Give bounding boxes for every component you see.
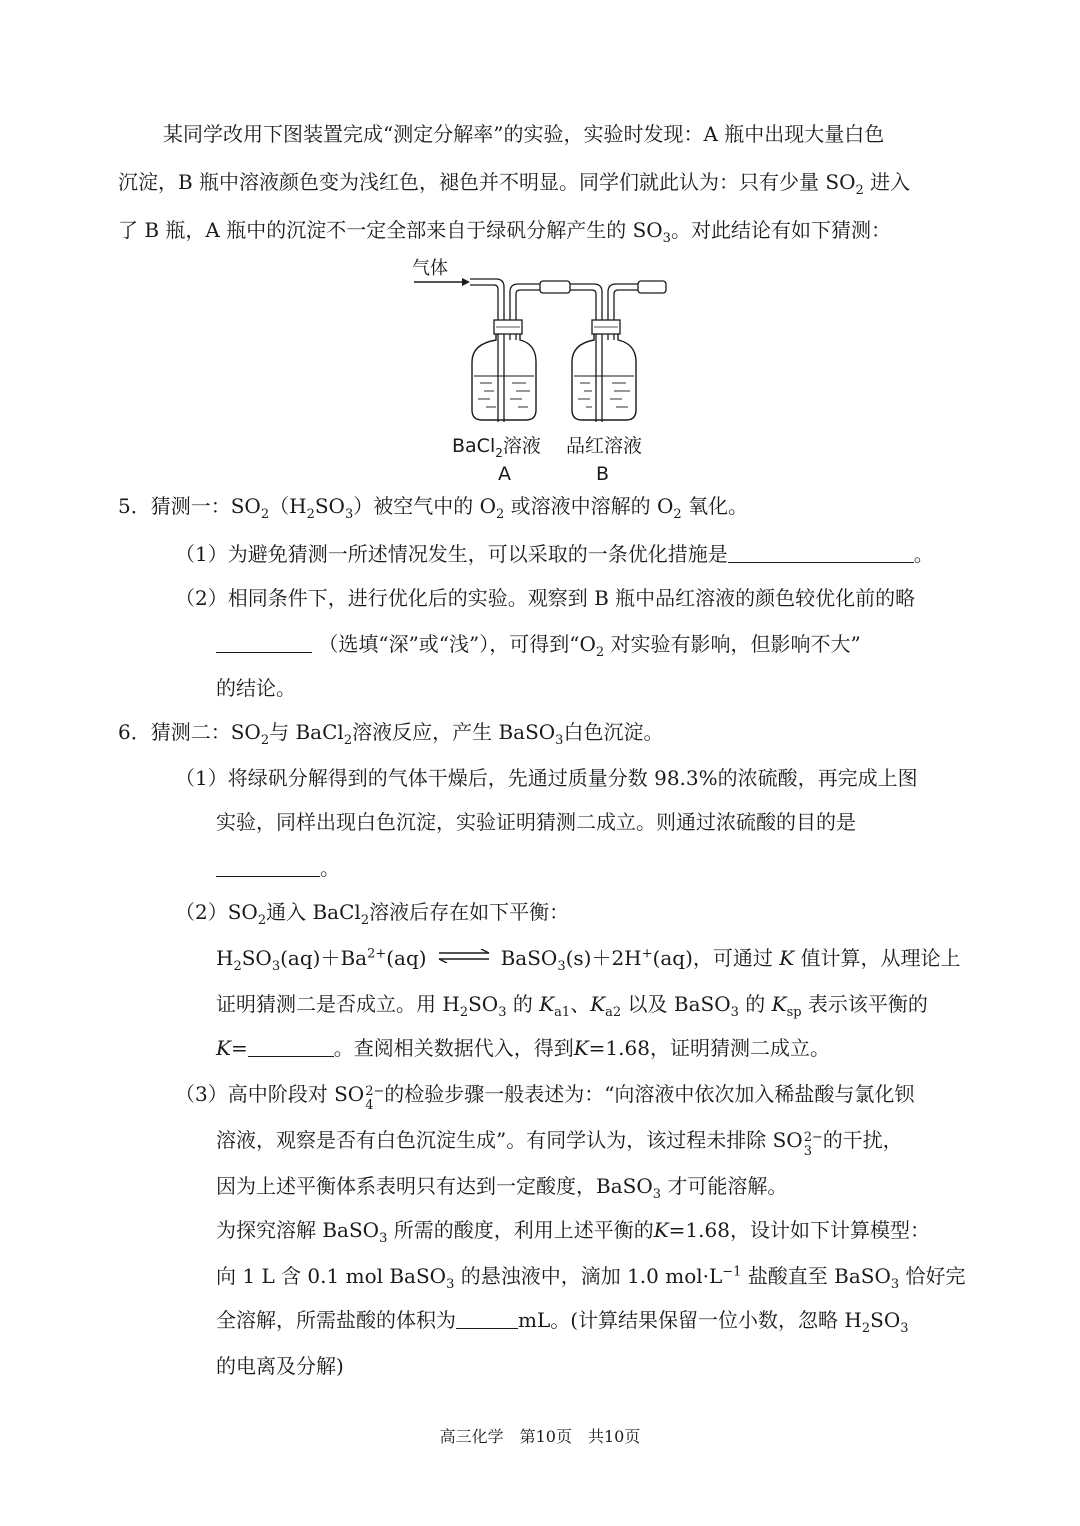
q6-part3-answer-blank[interactable] (456, 1306, 518, 1329)
sulfate-charge: 2− 4 (365, 1084, 385, 1113)
q6-part3-line5: 向 1 L 含 0.1 mol BaSO$_3$ 的悬浊液中，滴加 1.0 $mol\cdot L^{-1}$ 盐酸直至 BaSO$_3$ 恰好完 (216, 1264, 966, 1292)
bottle-b (572, 320, 636, 420)
page-footer: 高三化学 第10页 共10页 (439, 1427, 641, 1446)
q6-part3-line7: 的电离及分解) (216, 1354, 344, 1378)
gas-washing-bottles-diagram (400, 252, 680, 488)
q6-part1-line3: 。 (216, 854, 340, 882)
bottle-a-name: A (498, 463, 511, 485)
q6-part3-line4: 为探究溶解 BaSO$_3$ 所需的酸度，利用上述平衡的K=1.68，设计如下计算模型： (216, 1218, 930, 1246)
bottle-b-solution-label: 品红溶液 (566, 435, 643, 457)
intro-line-2: 沉淀，B 瓶中溶液颜色变为浅红色，褪色并不明显。同学们就此认为：只有少量 $SO_2$ 进入 (118, 170, 911, 198)
intro-line-3: 了 B 瓶，A 瓶中的沉淀不一定全部来自于绿矾分解产生的 $SO_3$。对此结论有如下猜测： (118, 218, 891, 246)
q5-part1-answer-blank[interactable] (728, 540, 914, 563)
q6-part2-answer-blank[interactable] (248, 1034, 334, 1057)
q5-part2-line3: 的结论。 (216, 676, 296, 700)
q6-part1-line2: 实验，同样出现白色沉淀，实验证明猜测二成立。则通过浓硫酸的目的是 (216, 810, 856, 834)
intro-line-1: 某同学改用下图装置完成“测定分解率”的实验，实验时发现：A 瓶中出现大量白色 (163, 122, 885, 146)
q6-part3-line3: 因为上述平衡体系表明只有达到一定酸度，BaSO$_3$ 才可能溶解。 (216, 1174, 788, 1202)
gas-label: 气体 (412, 258, 448, 279)
q5-part2-answer-blank[interactable] (216, 630, 312, 653)
gas-inlet-arrow (414, 278, 470, 286)
bottle-a-solution-label: BaCl$_2$溶液 (452, 435, 541, 460)
q5-part2-line2: （选填“深”或“浅”），可得到“$O_2$ 对实验有影响，但影响不大” (216, 630, 861, 658)
q6-part1-line1: （1）将绿矾分解得到的气体干燥后，先通过质量分数 98.3%的浓硫酸，再完成上图 (175, 766, 918, 790)
q5-part2-line1: （2）相同条件下，进行优化后的实验。观察到 B 瓶中品红溶液的颜色较优化前的略 (175, 586, 916, 610)
q6-part2-line4: K= 。查阅相关数据代入，得到K=1.68，证明猜测二成立。 (216, 1036, 830, 1060)
q6-part2-line3: 证明猜测二是否成立。用 $H_2SO_3$ 的 $K_{a1}$、$K_{a2}$ 以及 BaSO$_3$ 的 $K_{sp}$ 表示该平衡的 (216, 992, 928, 1020)
q5-part1: （1）为避免猜测一所述情况发生，可以采取的一条优化措施是 。 (175, 542, 934, 566)
rubber-tube-2 (638, 281, 666, 293)
q6-part3-line2: 溶液，观察是否有白色沉淀生成”。有同学认为，该过程未排除 SO 2− 3 的干扰， (216, 1128, 903, 1159)
q6-equilibrium-equation: $H_2SO_3(aq)+Ba^{2+}(aq)$ BaSO$_3$(s)＋2H+(aq)，可通过 K 值计算，从理论上 (216, 946, 961, 974)
q6-part1-answer-blank[interactable] (216, 854, 320, 877)
bottle-b-name: B (596, 463, 610, 485)
q6-stem: 6．猜测二：$SO_2$与 BaCl$_2$溶液反应，产生 BaSO$_3$白色沉淀。 (118, 720, 664, 748)
q5-stem: 5．猜测一：$SO_2(H_2SO_3)$被空气中的 $O_2$ 或溶液中溶解的 $O_2$ 氧化。 (118, 494, 749, 522)
q6-part3-line1: （3）高中阶段对 SO 2− 4 的检验步骤一般表述为：“向溶液中依次加入稀盐酸与氯化钡 (175, 1082, 915, 1113)
q6-part3-line6: 全溶解，所需盐酸的体积为 mL。(计算结果保留一位小数，忽略 $H_2SO_3$ (216, 1308, 909, 1336)
sulfite-charge: 2− 3 (803, 1130, 823, 1159)
rubber-tube-1 (540, 281, 570, 293)
equilibrium-arrow-icon (435, 949, 493, 963)
q6-part2-line1: $(2)SO_2$通入 BaCl$_2$溶液后存在如下平衡： (175, 900, 570, 928)
